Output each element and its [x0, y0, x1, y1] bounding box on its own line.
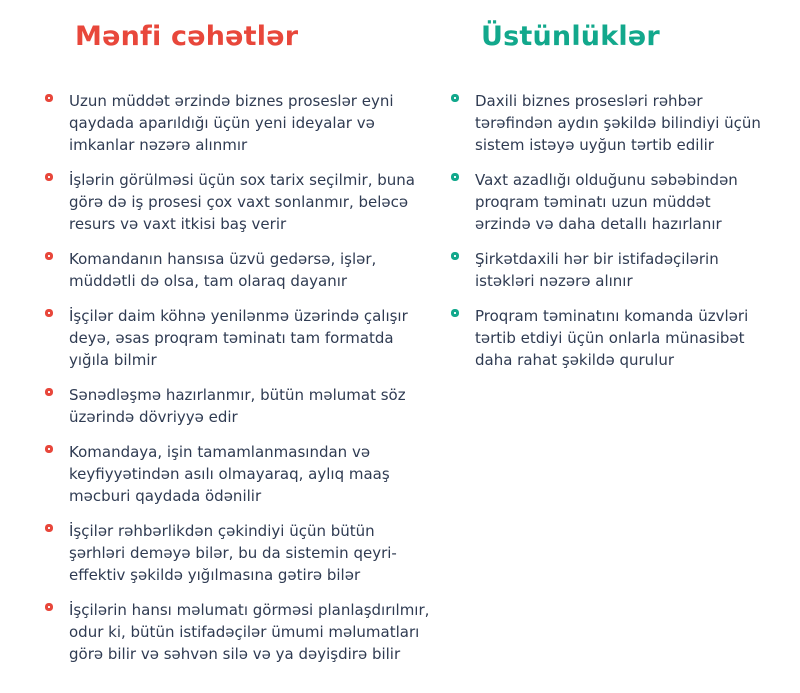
negatives-column [45, 22, 451, 693]
list-item [45, 599, 451, 665]
positives-column [451, 22, 791, 693]
checkbox-icon [45, 252, 53, 260]
list-item-text: İşçilər daim köhnə yenilənmə üzərində çalışır deyə, əsas proqram təminatı tam formatda yığıla bilmir [69, 306, 408, 369]
list-item [451, 248, 791, 292]
list-item-text: İşlərin görülməsi üçün sox tarix seçilmir, buna görə də iş prosesi çox vaxt sonlanmır, beləcə resurs və vaxt itkisi baş verir [69, 170, 415, 233]
list-item-text: Uzun müddət ərzində biznes proseslər eyni qaydada aparıldığı üçün yeni ideyalar və imkanlar nəzərə alınmır [69, 91, 394, 154]
list-item [45, 305, 451, 371]
negatives-list [45, 90, 451, 665]
list-item-text: Proqram təminatını komanda üzvləri tərtib etdiyi üçün onlarla münasibət daha rahat şəkildə qurulur [475, 306, 749, 369]
list-item-text: Vaxt azadlığı olduğunu səbəbindən proqram təminatı uzun müddət ərzində və daha detallı hazırlanır [475, 170, 738, 233]
checkbox-icon [45, 524, 53, 532]
negatives-title: Mənfi cəhətlər [75, 21, 299, 52]
checkbox-icon [45, 603, 53, 611]
checkbox-icon [451, 309, 459, 317]
checkbox-icon [45, 173, 53, 181]
checkbox-icon [451, 173, 459, 181]
positives-list [451, 90, 791, 371]
checkbox-icon [451, 94, 459, 102]
list-item [45, 169, 451, 235]
list-item-text: Komandanın hansısa üzvü gedərsə, işlər, müddətli də olsa, tam olaraq dayanır [69, 249, 377, 290]
checkbox-icon [45, 445, 53, 453]
checkbox-icon [451, 252, 459, 260]
list-item [45, 441, 451, 507]
checkbox-icon [45, 388, 53, 396]
list-item-text: Daxili biznes prosesləri rəhbər tərəfindən aydın şəkildə bilindiyi üçün sistem istəyə uyğun tərtib edilir [475, 91, 761, 154]
checkbox-icon [45, 309, 53, 317]
list-item-text: İşçilərin hansı məlumatı görməsi planlaşdırılmır, odur ki, bütün istifadəçilər ümumi məlumatları görə bilir və səhvən silə və ya dəyişdirə bilir [69, 600, 430, 663]
list-item [451, 305, 791, 371]
list-item [45, 520, 451, 586]
positives-title: Üstünlüklər [481, 21, 660, 52]
list-item-text: Şirkətdaxili hər bir istifadəçilərin istəkləri nəzərə alınır [475, 249, 719, 290]
checkbox-icon [45, 94, 53, 102]
list-item [45, 248, 451, 292]
list-item-text: Komandaya, işin tamamlanmasından və keyfiyyətindən asılı olmayaraq, aylıq maaş məcburi qaydada ödənilir [69, 442, 390, 505]
list-item [45, 384, 451, 428]
list-item [451, 169, 791, 235]
list-item [45, 90, 451, 156]
list-item-text: Sənədləşmə hazırlanmır, bütün məlumat söz üzərində dövriyyə edir [69, 385, 406, 426]
list-item [451, 90, 791, 156]
list-item-text: İşçilər rəhbərlikdən çəkindiyi üçün bütün şərhləri deməyə bilər, bu da sistemin qeyri-effektiv şəkildə yığılmasına gətirə bilər [69, 521, 397, 584]
